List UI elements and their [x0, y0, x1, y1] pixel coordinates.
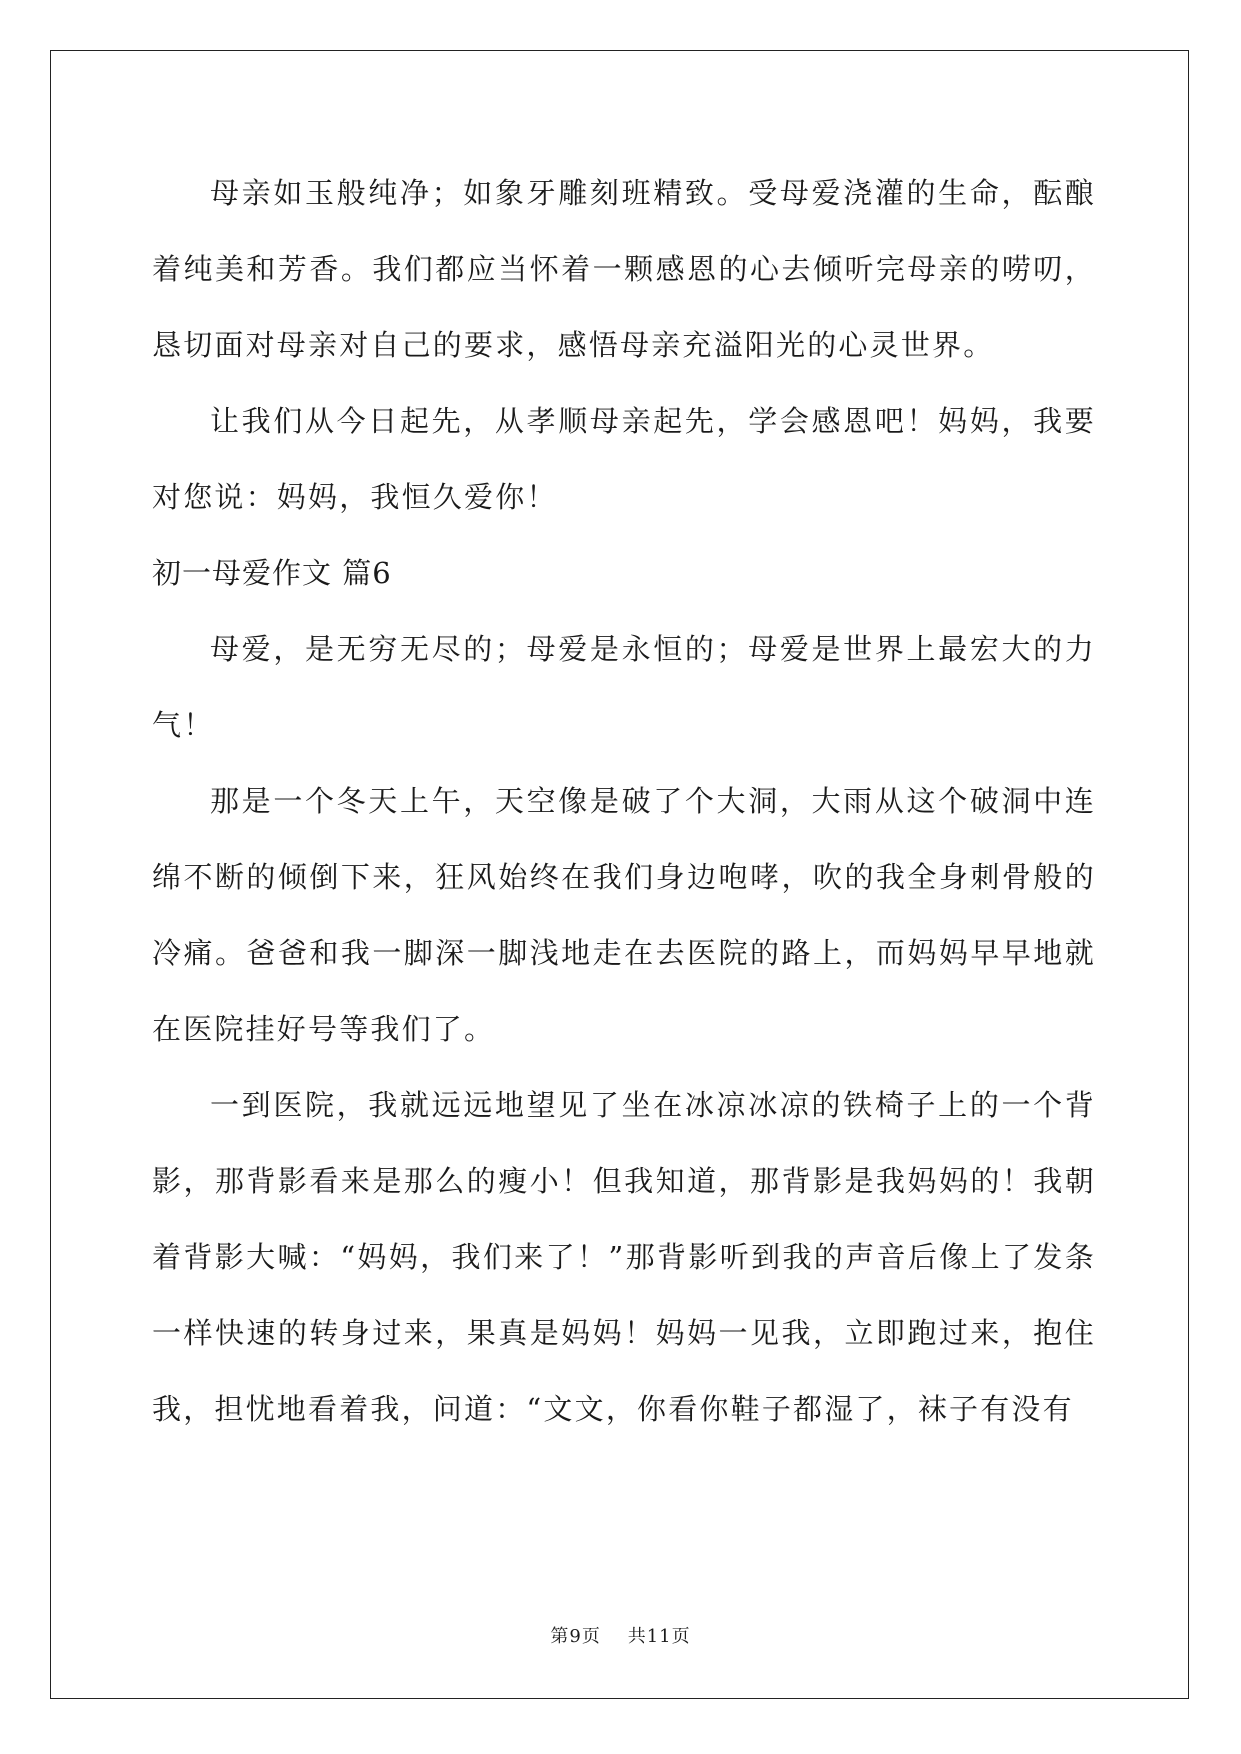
paragraph-4: 那是一个冬天上午，天空像是破了个大洞，大雨从这个破洞中连绵不断的倾倒下来，狂风始终在我们身边咆哮，吹的我全身刺骨般的冷痛。爸爸和我一脚深一脚浅地走在去医院的路上，而妈妈早早地就在医院挂好号等我们了。	[152, 784, 1096, 1046]
page-footer	[0, 1622, 1241, 1648]
paragraph-2: 让我们从今日起先，从孝顺母亲起先，学会感恩吧！妈妈，我要对您说：妈妈，我恒久爱你！	[152, 404, 1096, 514]
page-number: 第9页	[550, 1626, 601, 1647]
section-heading: 初一母爱作文 篇6	[152, 556, 392, 590]
paragraph-3: 母爱，是无穷无尽的；母爱是永恒的；母爱是世界上最宏大的力气！	[152, 632, 1096, 742]
paragraph-5: 一到医院，我就远远地望见了坐在冰凉冰凉的铁椅子上的一个背影，那背影看来是那么的瘦小！但我知道，那背影是我妈妈的！我朝着背影大喊：“妈妈，我们来了！”那背影听到我的声音后像上了发条一样快速的转身过来，果真是妈妈！妈妈一见我，立即跑过来，抱住我，担忧地看着我，问道：“文文，你看你鞋子都湿了，袜子有没有	[152, 1088, 1096, 1426]
paragraph-1: 母亲如玉般纯净；如象牙雕刻班精致。受母爱浇灌的生命，酝酿着纯美和芳香。我们都应当怀着一颗感恩的心去倾听完母亲的唠叨，恳切面对母亲对自己的要求，感悟母亲充溢阳光的心灵世界。	[152, 176, 1096, 362]
page-total: 共11页	[627, 1626, 691, 1647]
document-body	[152, 155, 1096, 1447]
